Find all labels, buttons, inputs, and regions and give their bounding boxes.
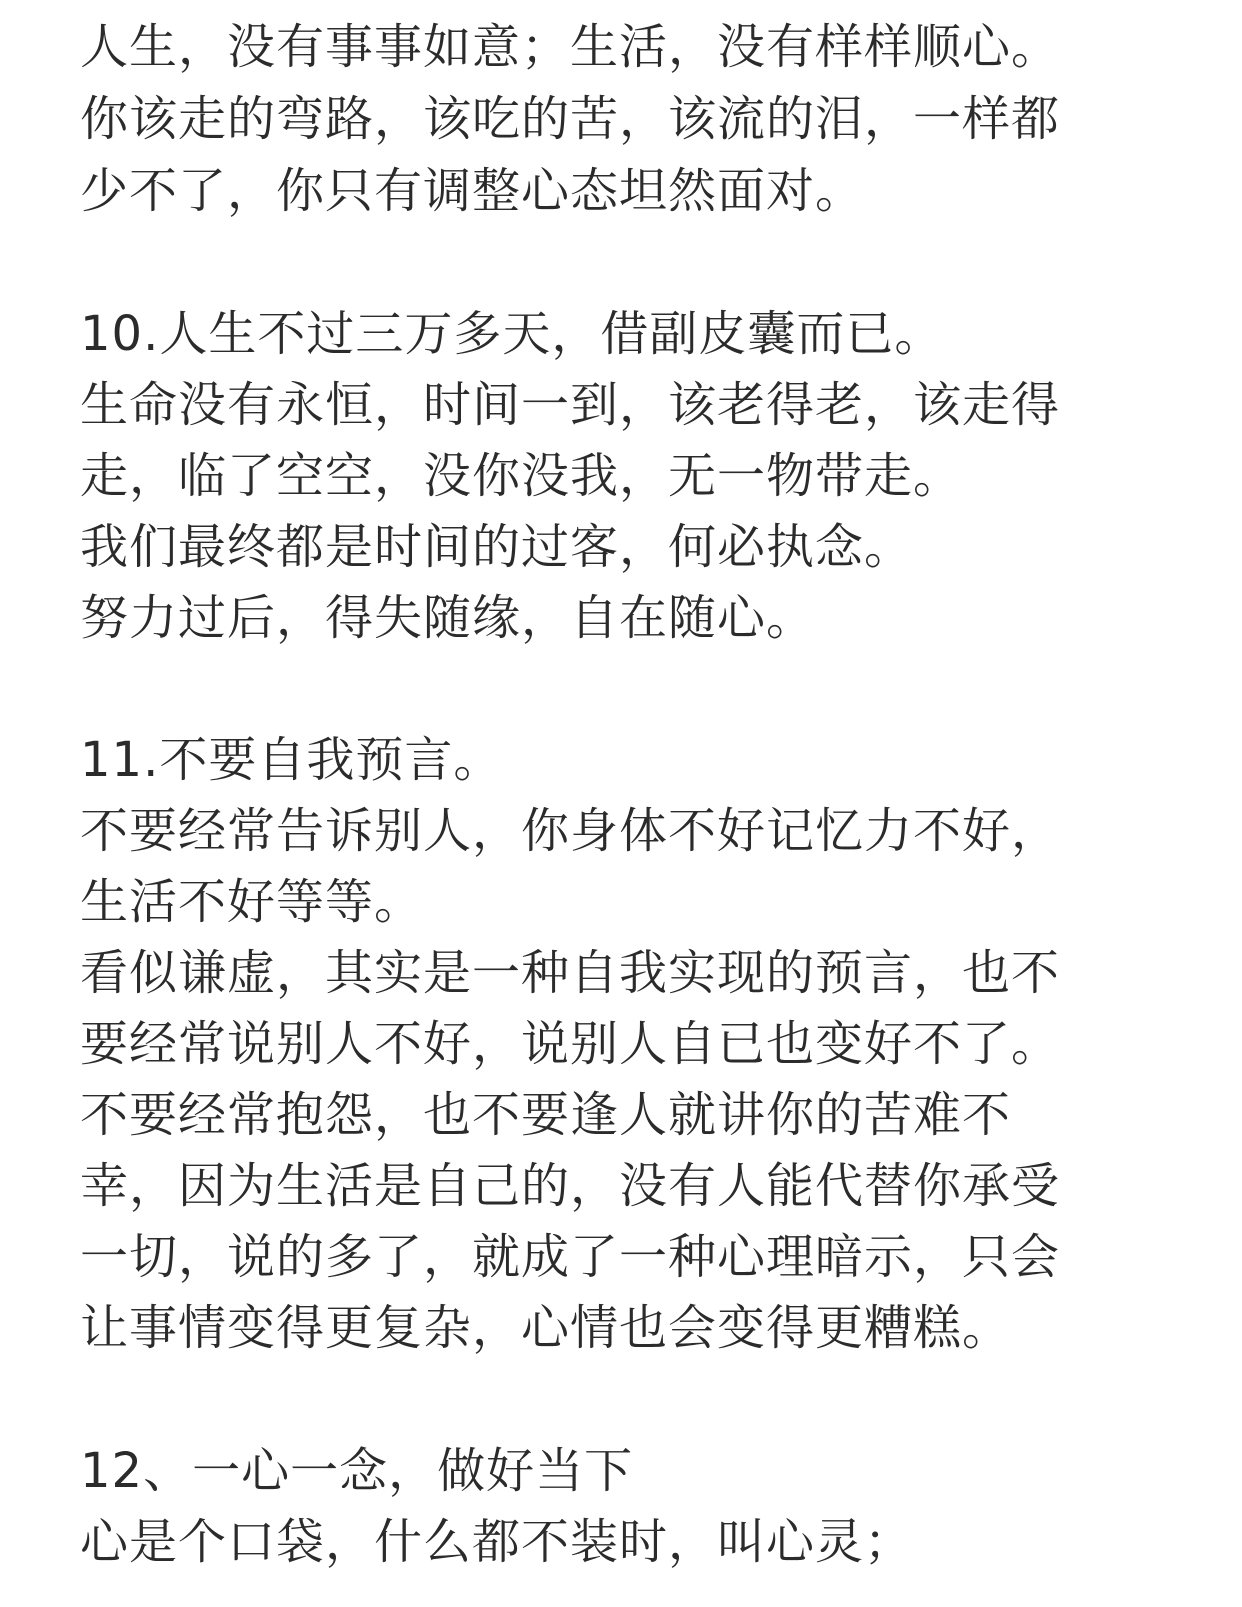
text-line: 幸，因为生活是自己的，没有人能代替你承受 xyxy=(80,1158,1061,1214)
text-line: 努力过后，得失随缘，自在随心。 xyxy=(80,590,816,646)
text-line: 看似谦虚，其实是一种自我实现的预言，也不 xyxy=(80,945,1061,1001)
text-line: 我们最终都是时间的过客，何必执念。 xyxy=(80,519,914,575)
text-line: 要经常说别人不好，说别人自已也变好不了。 xyxy=(80,1016,1061,1072)
text-line: 人生，没有事事如意；生活，没有样样顺心。 xyxy=(80,19,1061,75)
text-line: 少不了，你只有调整心态坦然面对。 xyxy=(80,163,865,219)
section-heading-10: 10.人生不过三万多天，借副皮囊而已。 xyxy=(80,306,944,362)
text-line: 走，临了空空，没你没我，无一物带走。 xyxy=(80,448,963,504)
text-line: 你该走的弯路，该吃的苦，该流的泪，一样都 xyxy=(80,91,1061,147)
text-line: 让事情变得更复杂，心情也会变得更糟糕。 xyxy=(80,1300,1012,1356)
text-line: 不要经常抱怨，也不要逢人就讲你的苦难不 xyxy=(80,1087,1012,1143)
text-line: 生活不好等等。 xyxy=(80,874,424,930)
text-line: 一切，说的多了，就成了一种心理暗示，只会 xyxy=(80,1229,1061,1285)
text-line: 不要经常告诉别人，你身体不好记忆力不好， xyxy=(80,803,1061,859)
section-heading-12: 12、一心一念，做好当下 xyxy=(80,1443,634,1499)
text-line: 生命没有永恒，时间一到，该老得老，该走得 xyxy=(80,377,1061,433)
text-line: 心是个口袋，什么都不装时，叫心灵； xyxy=(80,1514,914,1570)
section-heading-11: 11.不要自我预言。 xyxy=(80,732,503,788)
